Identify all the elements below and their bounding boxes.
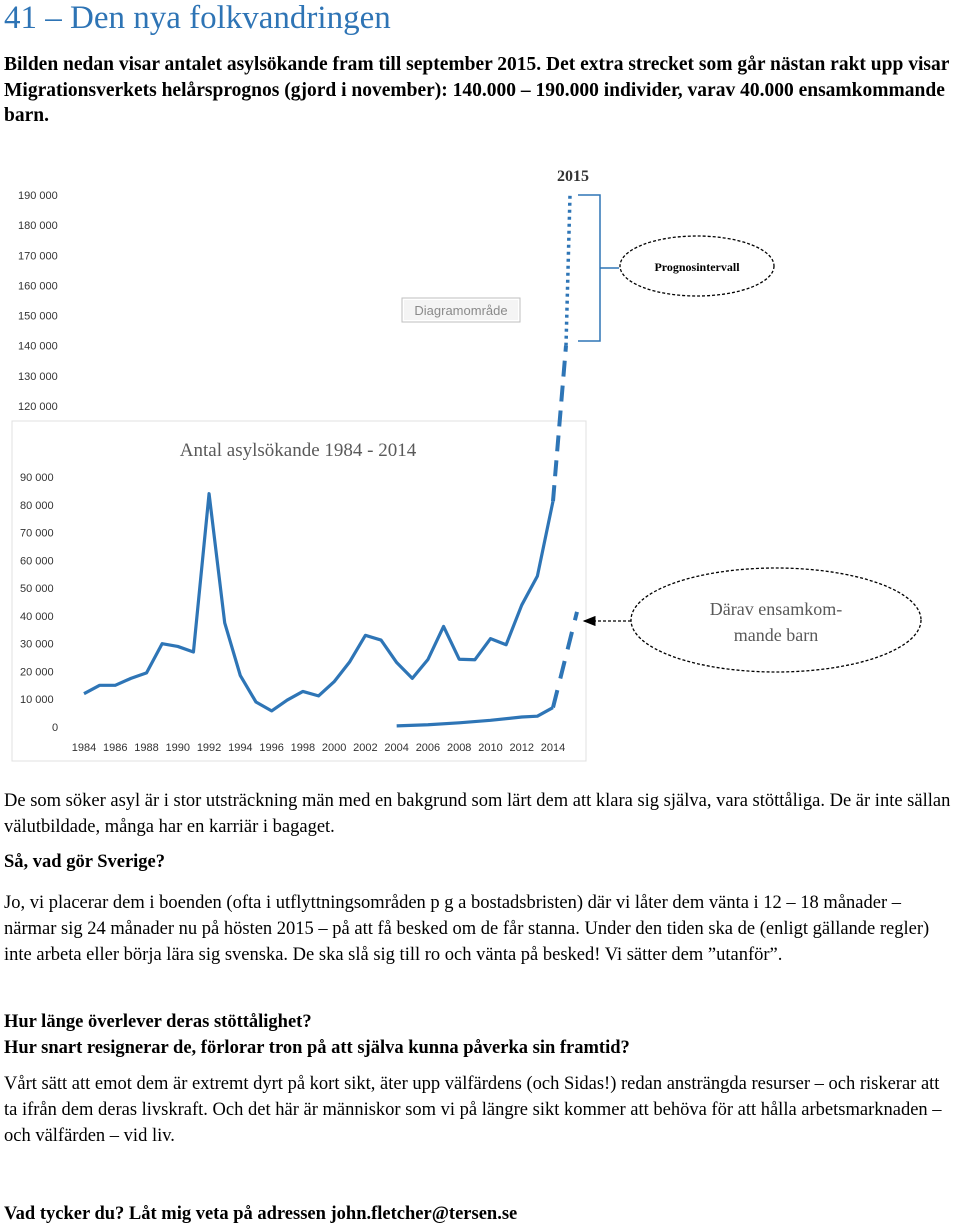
paragraph-1: De som söker asyl är i stor utsträckning män med en bakgrund som lärt dem att klara sig själva, vara stöttåliga. De är inte sällan välutbildade, många har en karriär i bagaget. xyxy=(4,791,951,837)
y-tick-label: 160 000 xyxy=(18,280,58,293)
x-tick-label: 2000 xyxy=(321,742,347,754)
y-tick-label: 0 xyxy=(52,722,59,734)
callout-line-1: Därav ensamkom- xyxy=(709,599,843,619)
x-tick-label: 2014 xyxy=(540,742,566,754)
x-tick-label: 2008 xyxy=(446,742,472,754)
y-tick-label: 170 000 xyxy=(18,250,58,263)
y-tick-label: 60 000 xyxy=(20,555,54,568)
forecast-range-line xyxy=(566,195,570,346)
x-tick-label: 1984 xyxy=(71,742,97,754)
diagram-area-label: Diagramområde xyxy=(414,303,508,318)
y-tick-label: 70 000 xyxy=(20,527,54,540)
x-tick-label: 2006 xyxy=(415,742,441,754)
question-2: Hur länge överlever deras stöttålighet? xyxy=(4,1012,312,1032)
x-tick-label: 1994 xyxy=(228,742,253,754)
prognosis-label: Prognosintervall xyxy=(654,260,740,274)
year-2015-label: 2015 xyxy=(557,168,589,185)
y-tick-label: 10 000 xyxy=(20,694,54,707)
y-tick-label: 190 000 xyxy=(18,190,58,202)
y-tick-label: 90 000 xyxy=(20,472,54,484)
x-tick-label: 2004 xyxy=(384,742,409,754)
paragraph-2: Jo, vi placerar dem i boenden (ofta i utflyttningsområden p g a bostadsbristen) där vi låter dem vänta i 12 – 18 månader – närmar sig 24 månader nu på hösten 2015 – på att få besked om de får stanna. Under den tiden ska de (enligt gällande regler) inte arbeta eller börja lära sig svenska. De ska slå sig till ro och vänta på besked! Vi sätter dem ”utanför”. xyxy=(4,893,930,965)
x-tick-label: 1990 xyxy=(165,742,191,754)
x-tick-label: 1998 xyxy=(290,742,316,754)
plot-area-frame xyxy=(12,421,586,761)
chart-title: Antal asylsökande 1984 - 2014 xyxy=(179,440,417,461)
x-tick-label: 2012 xyxy=(509,742,534,754)
closing-line: Vad tycker du? Låt mig veta på adressen john.fletcher@tersen.se xyxy=(4,1204,518,1224)
y-tick-label: 30 000 xyxy=(20,638,54,651)
x-tick-label: 1986 xyxy=(103,742,128,754)
y-tick-label: 140 000 xyxy=(18,340,58,353)
y-tick-label: 50 000 xyxy=(20,583,54,596)
y-tick-label: 40 000 xyxy=(20,610,54,623)
x-tick-label: 2002 xyxy=(353,742,378,754)
intro-paragraph: Bilden nedan visar antalet asylsökande fram till september 2015. Det extra strecket som går nästan rakt upp visar Migrationsverkets helårsprognos (gjord i november): 140.000 – 190.000 individer, varav 40.000 ensamkommande barn. xyxy=(4,54,950,126)
prognosis-bracket xyxy=(578,195,600,341)
y-tick-label: 80 000 xyxy=(20,499,54,512)
y-tick-label: 180 000 xyxy=(18,220,58,233)
callout-line-2: mande barn xyxy=(733,625,819,645)
prognosis-callout xyxy=(620,236,774,296)
paragraph-3: Vårt sätt att emot dem är extremt dyrt på kort sikt, äter upp välfärdens (och Sidas!) redan ansträngda resurser – och riskerar att ta ifrån dem deras livskraft. Och det här är människor som vi på längre sikt kommer att behöva för att hålla arbetsmarknaden – och välfärden – vid liv. xyxy=(4,1074,942,1146)
y-tick-label: 150 000 xyxy=(18,310,58,323)
x-tick-label: 1996 xyxy=(259,742,284,754)
page-title: 41 – Den nya folkvandringen xyxy=(4,0,391,36)
diagram-area-tooltip xyxy=(402,298,520,322)
x-tick-label: 1992 xyxy=(196,742,222,754)
unaccompanied-callout xyxy=(584,568,921,672)
x-tick-label: 2010 xyxy=(478,742,503,754)
y-tick-label: 130 000 xyxy=(18,370,58,383)
asylum-chart xyxy=(0,155,960,767)
question-3: Hur snart resignerar de, förlorar tron på att själva kunna påverka sin framtid? xyxy=(4,1038,630,1058)
question-1: Så, vad gör Sverige? xyxy=(4,852,166,872)
y-tick-label: 120 000 xyxy=(18,401,58,413)
y-tick-label: 20 000 xyxy=(20,666,54,679)
x-tick-label: 1988 xyxy=(134,742,159,754)
